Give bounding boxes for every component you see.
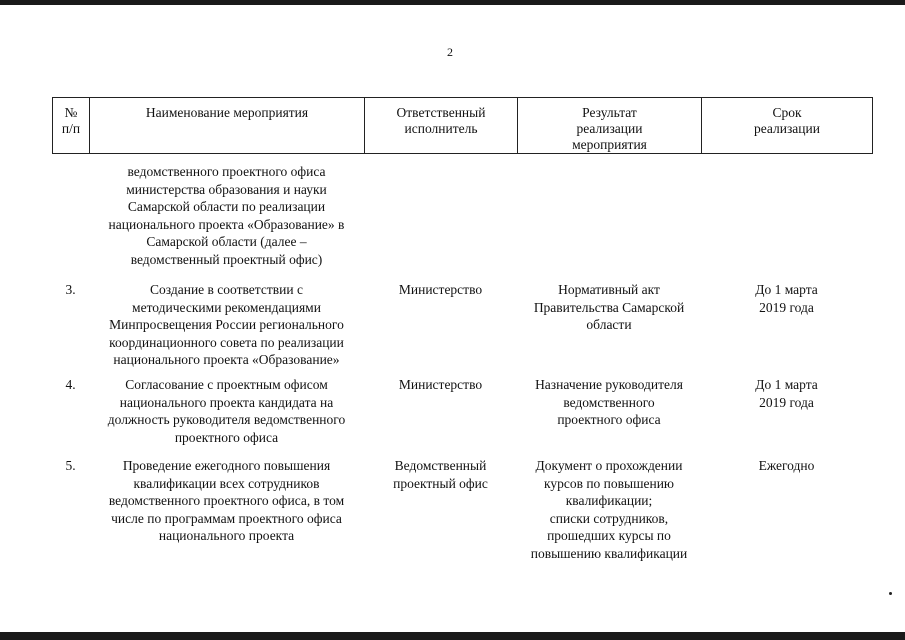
- row-3-name: Создание в соответствии с методическими рекомендациями Минпросвещения России регионального координационного совета по реализации национального проекта «Образование»: [109, 282, 344, 367]
- continuation-name: ведомственного проектного офиса министерства образования и науки Самарской области по реализации национального проекта «Образование» в Самарской области (далее – ведомственный проектный офис): [108, 164, 345, 267]
- header-result: [518, 98, 702, 154]
- row-4-term: До 1 марта 2019 года: [755, 377, 818, 410]
- page-number: 2: [447, 45, 453, 59]
- header-term: [702, 98, 873, 154]
- header-responsible: [365, 98, 518, 154]
- header-name-text: Наименование мероприятия: [145, 105, 309, 120]
- header-num: [53, 98, 90, 154]
- table-header-row: [53, 98, 873, 154]
- header-result-text: Результат реализации мероприятия: [572, 105, 647, 152]
- row-4-num: 4.: [65, 377, 76, 392]
- row-4-responsible: Министерство: [398, 377, 483, 392]
- row-5-result: Документ о прохождении курсов по повышению квалификации; списки сотрудников, прошедших курсы по повышению квалификации: [530, 458, 688, 561]
- row-5-responsible: Ведомственный проектный офис: [393, 458, 488, 491]
- scan-speck: [889, 592, 892, 595]
- row-3-result: Нормативный акт Правительства Самарской области: [533, 282, 685, 332]
- header-num-text: № п/п: [61, 105, 81, 136]
- row-3-num: 3.: [65, 282, 76, 297]
- row-5-name: Проведение ежегодного повышения квалификации всех сотрудников ведомственного проектного офиса, в том числе по программам проектного офиса национального проекта: [108, 458, 345, 543]
- header-term-text: Срок реализации: [754, 105, 820, 136]
- row-3-term: До 1 марта 2019 года: [755, 282, 818, 315]
- row-5-term: Ежегодно: [758, 458, 815, 473]
- scan-edge-bottom: [0, 632, 905, 640]
- row-5-num: 5.: [65, 458, 76, 473]
- header-name: [90, 98, 365, 154]
- row-4-name: Согласование с проектным офисом национального проекта кандидата на должность руководителя ведомственного проектного офиса: [107, 377, 346, 445]
- scan-edge-top: [0, 0, 905, 5]
- row-4-result: Назначение руководителя ведомственного проектного офиса: [535, 377, 683, 427]
- row-3-responsible: Министерство: [398, 282, 483, 297]
- header-responsible-text: Ответственный исполнитель: [396, 105, 486, 136]
- table-header: [52, 97, 873, 154]
